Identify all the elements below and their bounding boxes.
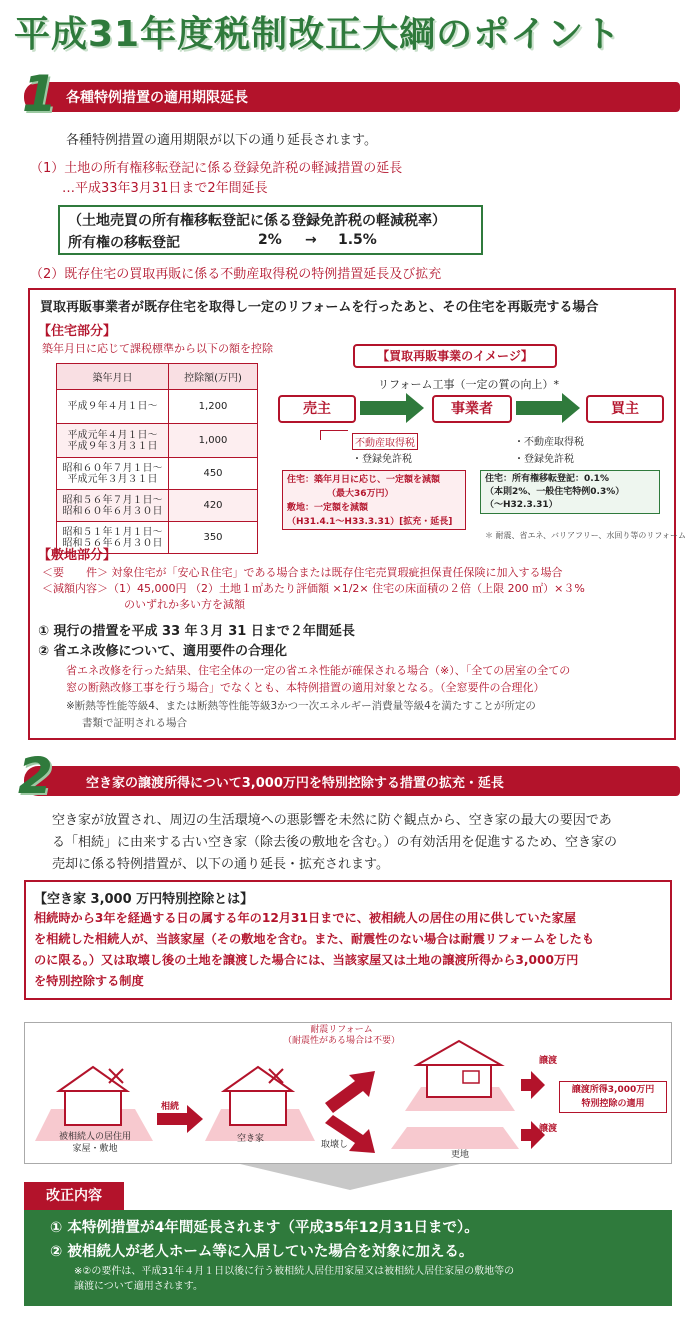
point2-text1: 省エネ改修を行った結果、住宅全体の一定の省エネ性能が確保される場合（※）、「全ての居室の全ての [66,664,571,677]
footnote: ＊ 耐震、省エネ、バリアフリー、水回り等のリフォーム [485,531,687,540]
rate-box-heading: （土地売買の所有権移転登記に係る登録免許税の軽減税率） [68,213,446,229]
table-row: 昭和６０年７月１日～ 平成元年３月３１日 450 [57,458,258,490]
point2-note1: ※断熱等性能等級4、または断熱等性能等級3かつ一次エネルギー消費量等級4を満たすことが所定の [66,700,536,712]
land-req: ＜要 件＞ 対象住宅が「安心Ｒ住宅」である場合または既存住宅売買瑕疵担保責任保険に加入する場合 [42,566,563,579]
land-red1: ＜減額内容＞（1）45,000円 （2）土地１㎡あたり評価額 ×1/2× 住宅の床面積の２倍（上限 200 ㎡）×３% [42,582,585,595]
table-row: 昭和５６年７月１日～ 昭和６０年６月３０日 420 [57,490,258,522]
table-row: 平成元年４月１日～ 平成９年３月３１日 1,000 [57,424,258,458]
item1-sub: …平成33年3月31日まで2年間延長 [62,181,268,196]
tax-a2: ・登録免許税 [352,454,412,465]
tax-b1: ・不動産取得税 [514,437,584,448]
section1-number: 1 [22,65,57,123]
result-box: 譲渡所得3,000万円 特別控除の適用 [559,1081,667,1113]
buyer-box: 買主 [586,395,664,423]
house1-label: 被相続人の居住用 家屋・敷地 [58,1132,131,1154]
section2-heading-bar [24,766,680,796]
item1-title: （1）土地の所有権移転登記に係る登録免許税の軽減措置の延長 [30,161,403,176]
page-title: 平成31年度税制改正大綱のポイント [14,14,622,55]
resale-lead: 買取再販事業者が既存住宅を取得し一定のリフォームを行ったあと、その住宅を再販売する場合 [40,300,599,315]
house-head: 【住宅部分】 [38,324,117,339]
reform-label-diagram: 耐震リフォーム （耐震性がある場合は不要） [283,1025,401,1046]
demolish-label: 取壊し [321,1140,349,1150]
table-header-date: 築年月日 [57,364,169,390]
note-right: 住宅：所有権移転登記：0.1% （本則2%、一般住宅特例0.3%） （～H32.3.31） [480,470,660,514]
rate-from: 2% [258,232,282,248]
rate-to: 1.5% [338,232,377,248]
vacant-label: 空き家 [237,1134,265,1144]
image-heading: 【買取再販事業のイメージ】 [353,344,557,368]
point2: ② 省エネ改修について、適用要件の合理化 [38,644,288,659]
definition-text: 相続時から3年を経過する日の属する年の12月31日までに、被相続人の居住の用に供していた家屋 を相続した相続人が、当該家屋（その敷地を含む。また、耐震性のない場合は耐震リフォームをしたも のに限る。）又は取壊し後の土地を譲渡した場合には、当該家屋又は土地の譲渡所得から3,000万円 を特別控除する制度 [34,911,595,988]
flow-diagram [24,1022,672,1164]
connector-line [320,430,348,440]
revision-note: ※②の要件は、平成31年４月１日以後に行う被相続人居住用家屋又は被相続人居住家屋の敷地等の 譲渡について適用されます。 [74,1266,515,1292]
deduction-table [56,363,258,554]
arrow1-shaft [360,401,406,415]
arrow2-shaft [516,401,562,415]
reform-label: リフォーム工事（一定の質の向上）* [378,378,559,391]
section1-heading: 各種特例措置の適用期限延長 [66,90,248,106]
section1-intro: 各種特例措置の適用期限が以下の通り延長されます。 [66,133,377,148]
arrow2-icon [562,393,580,423]
tax-b2: ・登録免許税 [514,454,574,465]
resale-box [28,288,687,740]
revision-point1: ① 本特例措置が4年間延長されます（平成35年12月31日まで）。 [50,1220,479,1236]
definition-box [24,880,672,1000]
rate-label: 所有権の移転登記 [68,235,180,251]
item2-title: （2）既存住宅の買取再販に係る不動産取得税の特例措置延長及び拡充 [30,267,442,282]
table-header-amount: 控除額(万円) [169,364,258,390]
section2-heading: 空き家の譲渡所得について3,000万円を特別控除する措置の拡充・延長 [86,775,504,791]
definition-heading: 【空き家 3,000 万円特別控除とは】 [34,892,254,907]
point2-text2: 窓の断熱改修工事を行う場合」でなくとも、本特例措置の適用対象となる。（全窓要件の合理化） [66,681,545,694]
section2-number: 2 [18,747,53,805]
dealer-box: 事業者 [432,395,512,423]
transfer1-label: 譲渡 [539,1056,558,1066]
land-label: 更地 [451,1150,470,1160]
arrow1-icon [406,393,424,423]
section2-intro: 空き家が放置され、周辺の生活環境への悪影響を未然に防ぐ観点から、空き家の最大の要因であ る「相続」に由来する古い空き家（除去後の敷地を含む。）の有効活用を促進するため、空き家の 売却に係る特例措置が、以下の通り延長・拡充されます。 [52,813,617,872]
note-left: 住宅：築年月日に応じ、一定額を減額 （最大36万円） 敷地：一定額を減額 （H31.4.1～H33.3.31）[拡充・延長] [282,470,466,530]
tax-a1: 不動産取得税 [352,433,418,450]
rate-box [58,205,483,255]
revision-point2: ② 被相続人が老人ホーム等に入居していた場合を対象に加える。 [50,1244,474,1260]
rate-arrow: → [305,232,317,248]
revision-heading: 改正内容 [24,1182,124,1210]
point2-note2: 書類で証明される場合 [82,717,187,729]
revision-box [24,1210,672,1306]
house-sub: 築年月日に応じて課税標準から以下の額を控除 [42,342,273,355]
inherit-label: 相続 [161,1102,180,1112]
seller-box: 売主 [278,395,356,423]
table-row: 平成９年４月１日～ 1,200 [57,390,258,424]
down-triangle [240,1164,460,1190]
table-row: 昭和５１年１月１日～ 昭和５６年６月３０日 350 [57,522,258,554]
transfer2-label: 譲渡 [539,1124,558,1134]
section1-heading-bar [24,82,680,112]
point1: ① 現行の措置を平成 33 年３月 31 日まで２年間延長 [38,624,355,639]
land-head: 【敷地部分】 [38,548,117,563]
land-red2: のいずれか多い方を減額 [124,598,245,611]
